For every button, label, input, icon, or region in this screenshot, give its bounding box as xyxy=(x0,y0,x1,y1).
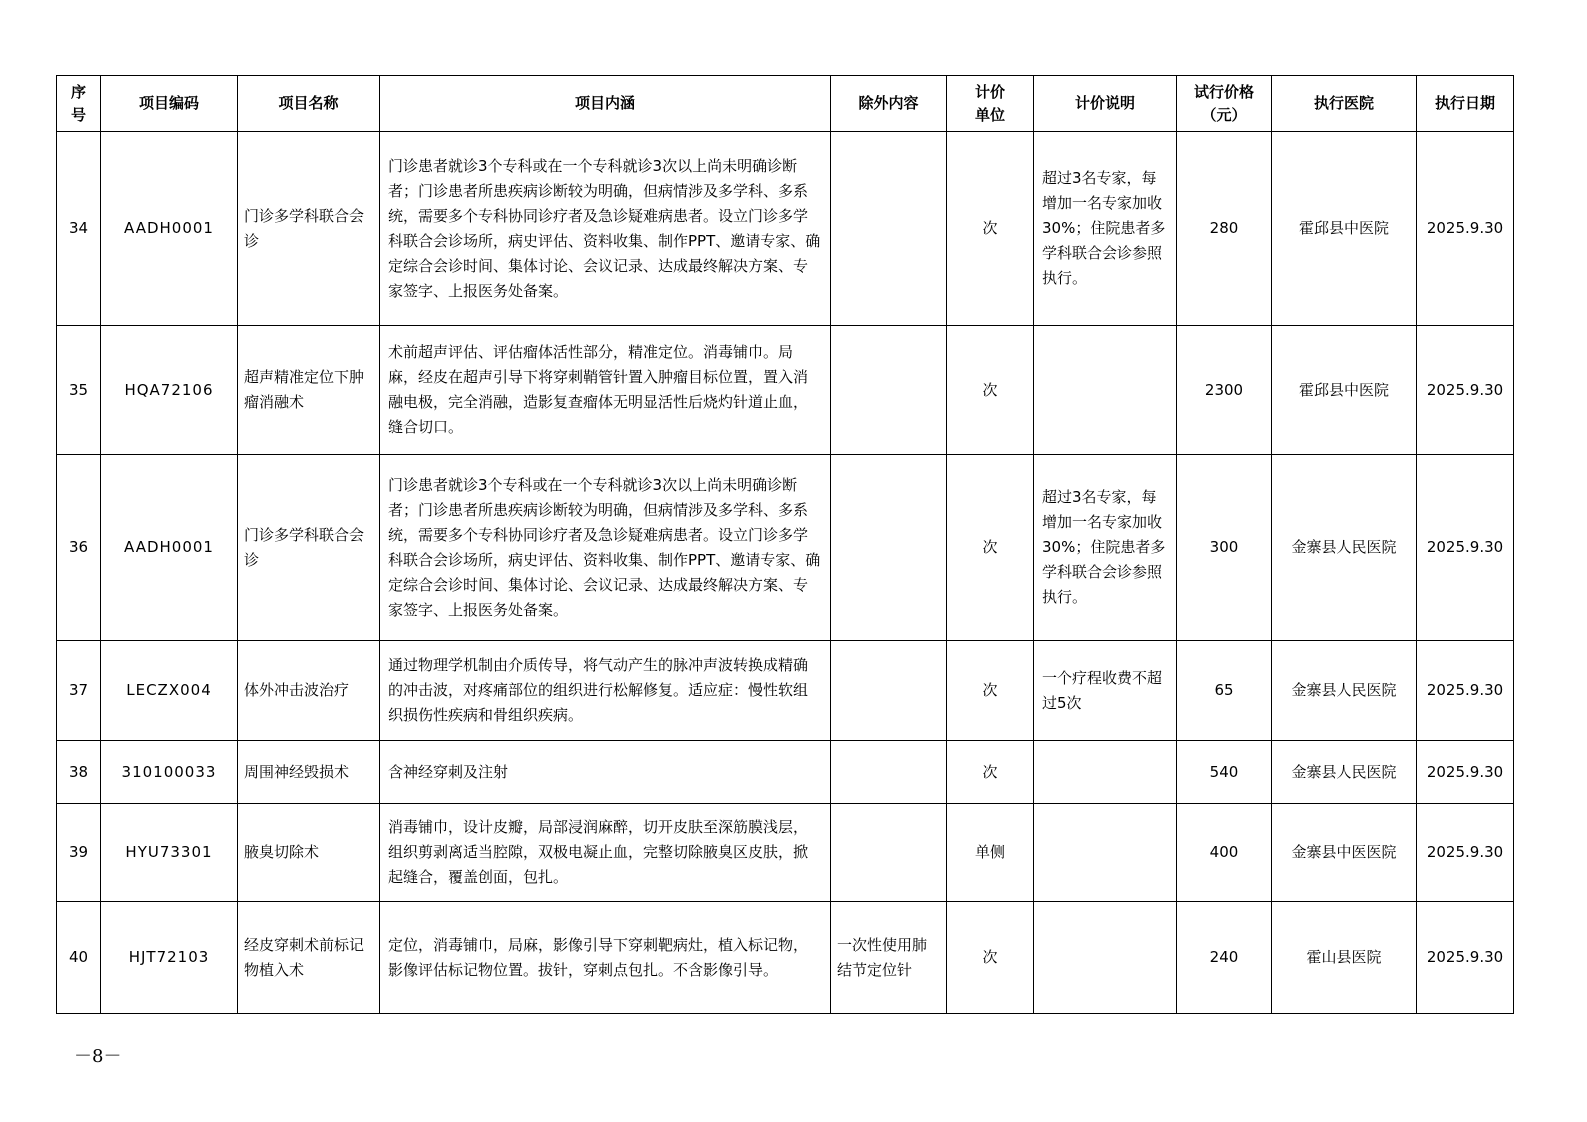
cell-exclude xyxy=(831,741,947,804)
table-row xyxy=(57,641,1514,741)
header-price xyxy=(1177,76,1272,132)
header-exclude: 除外内容 xyxy=(831,76,947,132)
cell-seq: 40 xyxy=(57,902,101,1014)
cell-date: 2025.9.30 xyxy=(1417,455,1514,641)
cell-note xyxy=(1034,902,1177,1014)
cell-name: 门诊多学科联合会诊 xyxy=(238,132,380,326)
cell-name: 超声精准定位下肿瘤消融术 xyxy=(238,326,380,455)
header-seq xyxy=(57,76,101,132)
table-row xyxy=(57,741,1514,804)
cell-price: 240 xyxy=(1177,902,1272,1014)
cell-code: HQA72106 xyxy=(101,326,238,455)
table-row xyxy=(57,455,1514,641)
cell-code: AADH0001 xyxy=(101,132,238,326)
cell-exclude xyxy=(831,804,947,902)
cell-seq: 34 xyxy=(57,132,101,326)
cell-price: 300 xyxy=(1177,455,1272,641)
page-number: －8－ xyxy=(74,1046,122,1067)
cell-note xyxy=(1034,326,1177,455)
cell-content: 定位，消毒铺巾，局麻，影像引导下穿刺靶病灶，植入标记物，影像评估标记物位置。拔针，穿刺点包扎。不含影像引导。 xyxy=(380,902,831,1014)
header-date: 执行日期 xyxy=(1417,76,1514,132)
table-row xyxy=(57,326,1514,455)
cell-unit: 次 xyxy=(947,455,1034,641)
table-row xyxy=(57,132,1514,326)
cell-price: 2300 xyxy=(1177,326,1272,455)
table-row xyxy=(57,804,1514,902)
cell-content: 门诊患者就诊3个专科或在一个专科就诊3次以上尚未明确诊断者；门诊患者所患疾病诊断较为明确，但病情涉及多学科、多系统，需要多个专科协同诊疗者及急诊疑难病患者。设立门诊多学科联合会诊场所，病史评估、资料收集、制作PPT、邀请专家、确定综合会诊时间、集体讨论、会议记录、达成最终解决方案、专家签字、上报医务处备案。 xyxy=(380,455,831,641)
cell-name: 经皮穿刺术前标记物植入术 xyxy=(238,902,380,1014)
cell-code: AADH0001 xyxy=(101,455,238,641)
cell-hospital: 金寨县人民医院 xyxy=(1272,741,1417,804)
cell-exclude xyxy=(831,326,947,455)
cell-hospital: 金寨县中医医院 xyxy=(1272,804,1417,902)
cell-date: 2025.9.30 xyxy=(1417,326,1514,455)
cell-price: 280 xyxy=(1177,132,1272,326)
cell-date: 2025.9.30 xyxy=(1417,804,1514,902)
cell-code: LECZX004 xyxy=(101,641,238,741)
cell-seq: 35 xyxy=(57,326,101,455)
cell-seq: 37 xyxy=(57,641,101,741)
header-seq-line1: 序 xyxy=(70,82,86,101)
cell-hospital: 金寨县人民医院 xyxy=(1272,455,1417,641)
cell-name: 门诊多学科联合会诊 xyxy=(238,455,380,641)
cell-date: 2025.9.30 xyxy=(1417,902,1514,1014)
price-table xyxy=(56,75,1514,1014)
cell-code: HYU73301 xyxy=(101,804,238,902)
cell-name: 周围神经毁损术 xyxy=(238,741,380,804)
cell-note xyxy=(1034,804,1177,902)
cell-date: 2025.9.30 xyxy=(1417,741,1514,804)
cell-note: 超过3名专家，每增加一名专家加收30%；住院患者多学科联合会诊参照执行。 xyxy=(1034,132,1177,326)
header-seq-line2: 号 xyxy=(70,105,86,124)
cell-name: 腋臭切除术 xyxy=(238,804,380,902)
table-row xyxy=(57,902,1514,1014)
cell-content: 消毒铺巾，设计皮瓣，局部浸润麻醉，切开皮肤至深筋膜浅层，组织剪剥离适当腔隙，双极电凝止血，完整切除腋臭区皮肤，掀起缝合，覆盖创面，包扎。 xyxy=(380,804,831,902)
cell-note: 超过3名专家，每增加一名专家加收30%；住院患者多学科联合会诊参照执行。 xyxy=(1034,455,1177,641)
cell-hospital: 霍山县医院 xyxy=(1272,902,1417,1014)
cell-code: HJT72103 xyxy=(101,902,238,1014)
cell-price: 540 xyxy=(1177,741,1272,804)
cell-seq: 36 xyxy=(57,455,101,641)
cell-content: 门诊患者就诊3个专科或在一个专科就诊3次以上尚未明确诊断者；门诊患者所患疾病诊断较为明确，但病情涉及多学科、多系统，需要多个专科协同诊疗者及急诊疑难病患者。设立门诊多学科联合会诊场所，病史评估、资料收集、制作PPT、邀请专家、确定综合会诊时间、集体讨论、会议记录、达成最终解决方案、专家签字、上报医务处备案。 xyxy=(380,132,831,326)
cell-exclude xyxy=(831,455,947,641)
header-hospital: 执行医院 xyxy=(1272,76,1417,132)
header-content: 项目内涵 xyxy=(380,76,831,132)
cell-unit: 次 xyxy=(947,902,1034,1014)
cell-exclude: 一次性使用肺结节定位针 xyxy=(831,902,947,1014)
header-unit-line1: 计价 xyxy=(974,82,1005,101)
cell-note xyxy=(1034,741,1177,804)
cell-exclude xyxy=(831,132,947,326)
cell-code: 310100033 xyxy=(101,741,238,804)
header-price-line2: （元） xyxy=(1201,105,1247,124)
cell-hospital: 霍邱县中医院 xyxy=(1272,132,1417,326)
header-code: 项目编码 xyxy=(101,76,238,132)
header-unit xyxy=(947,76,1034,132)
cell-unit: 次 xyxy=(947,741,1034,804)
cell-seq: 39 xyxy=(57,804,101,902)
header-unit-line2: 单位 xyxy=(974,105,1005,124)
cell-unit: 次 xyxy=(947,132,1034,326)
header-note: 计价说明 xyxy=(1034,76,1177,132)
cell-price: 65 xyxy=(1177,641,1272,741)
cell-content: 含神经穿刺及注射 xyxy=(380,741,831,804)
header-name: 项目名称 xyxy=(238,76,380,132)
cell-note: 一个疗程收费不超过5次 xyxy=(1034,641,1177,741)
cell-date: 2025.9.30 xyxy=(1417,641,1514,741)
cell-unit: 次 xyxy=(947,326,1034,455)
cell-name: 体外冲击波治疗 xyxy=(238,641,380,741)
cell-exclude xyxy=(831,641,947,741)
cell-price: 400 xyxy=(1177,804,1272,902)
cell-hospital: 金寨县人民医院 xyxy=(1272,641,1417,741)
cell-unit: 次 xyxy=(947,641,1034,741)
cell-date: 2025.9.30 xyxy=(1417,132,1514,326)
cell-seq: 38 xyxy=(57,741,101,804)
cell-hospital: 霍邱县中医院 xyxy=(1272,326,1417,455)
cell-unit: 单侧 xyxy=(947,804,1034,902)
cell-content: 通过物理学机制由介质传导，将气动产生的脉冲声波转换成精确的冲击波，对疼痛部位的组织进行松解修复。适应症：慢性软组织损伤性疾病和骨组织疾病。 xyxy=(380,641,831,741)
table-header-row xyxy=(57,76,1514,132)
header-price-line1: 试行价格 xyxy=(1193,82,1254,101)
cell-content: 术前超声评估、评估瘤体活性部分，精准定位。消毒铺巾。局麻，经皮在超声引导下将穿刺鞘管针置入肿瘤目标位置，置入消融电极，完全消融，造影复查瘤体无明显活性后烧灼针道止血，缝合切口。 xyxy=(380,326,831,455)
